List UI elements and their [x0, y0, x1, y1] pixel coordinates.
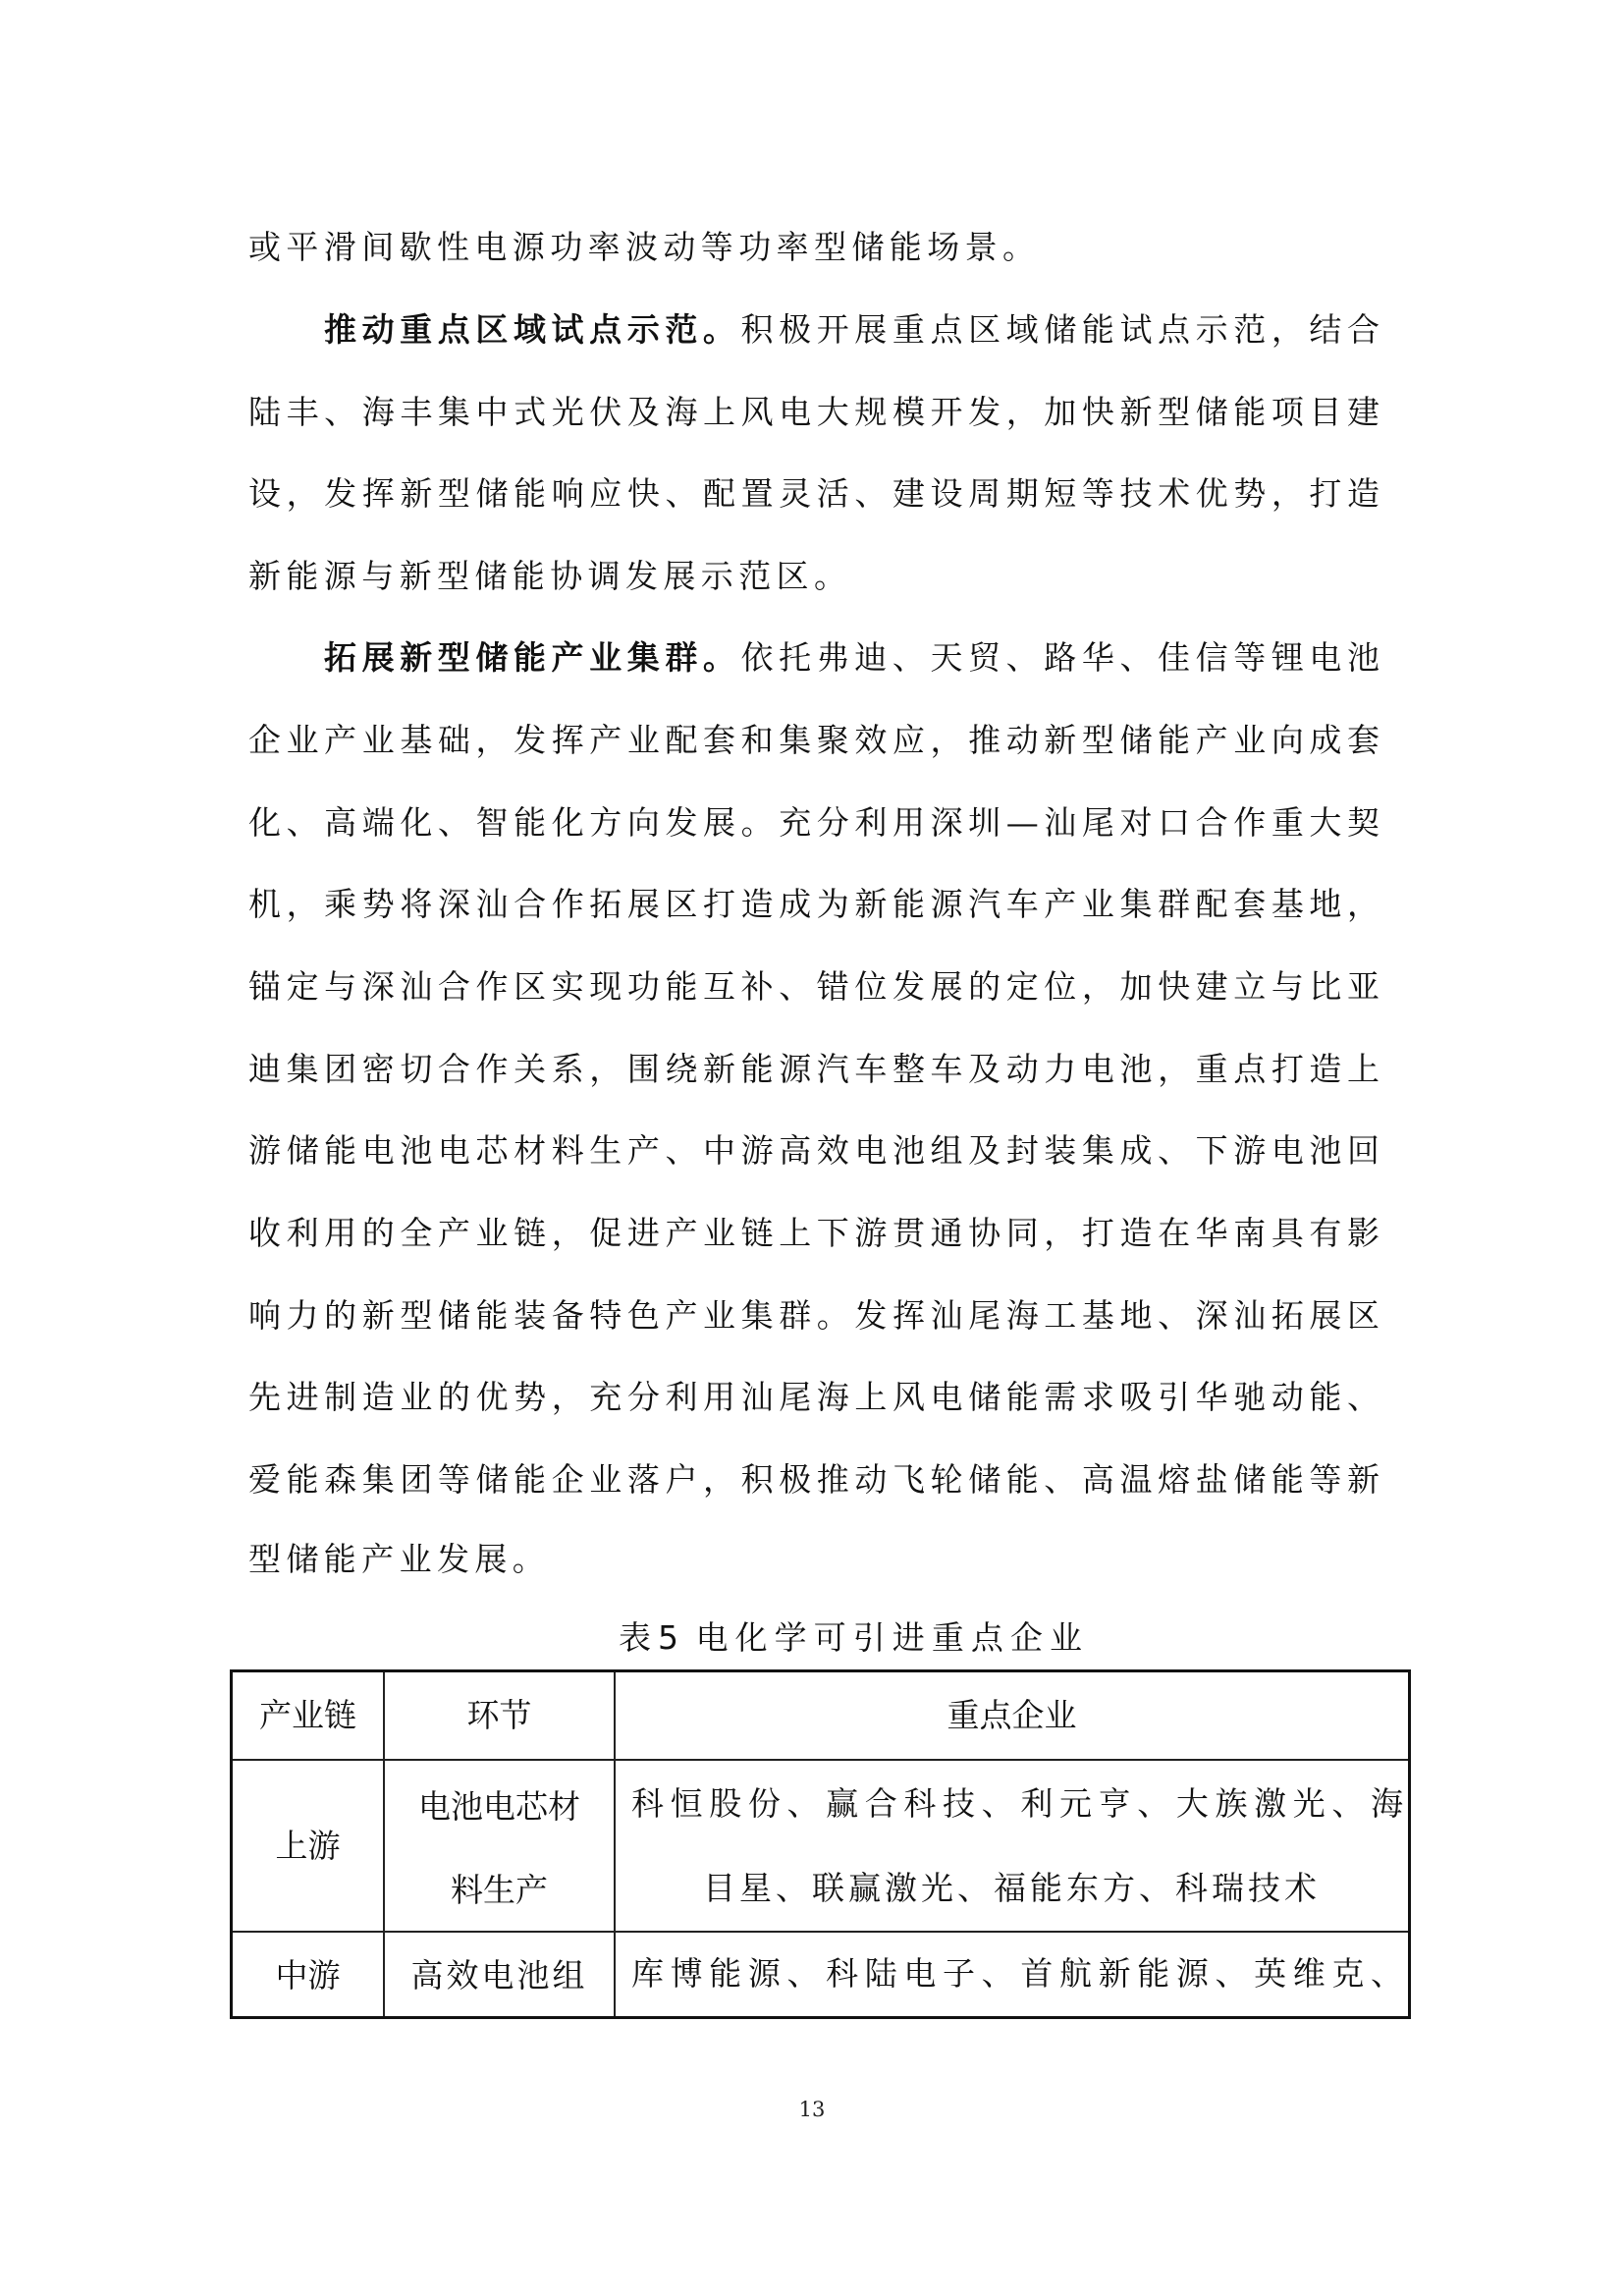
table-caption: 表5 电化学可引进重点企业 [619, 1618, 1082, 1657]
enterprise-table [230, 1669, 1411, 2019]
paragraph-line: 先进制造业的优势，充分利用汕尾海上风电储能需求吸引华驰动能、 [248, 1378, 1380, 1416]
paragraph-text: 依托弗迪、天贸、路华、佳信等锂电池 [740, 638, 1380, 677]
table-cell-stage: 料生产 [451, 1871, 548, 1909]
paragraph-line: 企业产业基础，发挥产业配套和集聚效应，推动新型储能产业向成套 [248, 721, 1380, 759]
paragraph-line: 响力的新型储能装备特色产业集群。发挥汕尾海工基地、深汕拓展区 [248, 1296, 1380, 1335]
table-cell-chain: 中游 [275, 1956, 341, 1995]
paragraph-lead-heading: 推动重点区域试点示范。 [324, 310, 741, 349]
paragraph-line-with-lead [324, 308, 1380, 352]
table-cell-companies: 库博能源、科陆电子、首航新能源、英维克、 [631, 1954, 1403, 1993]
paragraph-text: 积极开展重点区域储能试点示范，结合 [740, 310, 1380, 349]
paragraph-line: 型储能产业发展。 [248, 1540, 551, 1578]
paragraph-line: 化、高端化、智能化方向发展。充分利用深圳—汕尾对口合作重大契 [248, 803, 1380, 842]
table-cell-companies: 目星、联赢激光、福能东方、科瑞技术 [703, 1869, 1321, 1907]
paragraph-lead-heading: 拓展新型储能产业集群。 [324, 638, 741, 677]
table-cell-companies: 科恒股份、赢合科技、利元亨、大族激光、海 [631, 1784, 1403, 1823]
paragraph-line: 迪集团密切合作关系，围绕新能源汽车整车及动力电池，重点打造上 [248, 1050, 1380, 1088]
table-header-stage: 环节 [466, 1696, 532, 1734]
paragraph-line: 或平滑间歇性电源功率波动等功率型储能场景。 [248, 228, 1041, 266]
paragraph-line: 收利用的全产业链，促进产业链上下游贯通协同，打造在华南具有影 [248, 1214, 1380, 1252]
table-row-divider [233, 1759, 1408, 1761]
paragraph-line: 锚定与深汕合作区实现功能互补、错位发展的定位，加快建立与比亚 [248, 967, 1380, 1006]
table-cell-stage: 高效电池组 [410, 1956, 588, 1995]
paragraph-line: 新能源与新型储能协调发展示范区。 [248, 557, 852, 595]
page-number: 13 [798, 2098, 826, 2121]
table-header-chain: 产业链 [259, 1696, 356, 1734]
table-cell-stage: 电池电芯材 [418, 1787, 580, 1826]
paragraph-line: 陆丰、海丰集中式光伏及海上风电大规模开发，加快新型储能项目建 [248, 393, 1380, 431]
table-row-divider [233, 1931, 1408, 1933]
table-header-companies: 重点企业 [947, 1696, 1077, 1734]
paragraph-line: 机，乘势将深汕合作拓展区打造成为新能源汽车产业集群配套基地， [248, 885, 1380, 923]
paragraph-line-with-lead [324, 636, 1380, 680]
paragraph-line: 爱能森集团等储能企业落户，积极推动飞轮储能、高温熔盐储能等新 [248, 1460, 1380, 1499]
paragraph-line: 设，发挥新型储能响应快、配置灵活、建设周期短等技术优势，打造 [248, 474, 1380, 513]
table-cell-chain: 上游 [275, 1827, 341, 1865]
paragraph-line: 游储能电池电芯材料生产、中游高效电池组及封装集成、下游电池回 [248, 1131, 1380, 1170]
